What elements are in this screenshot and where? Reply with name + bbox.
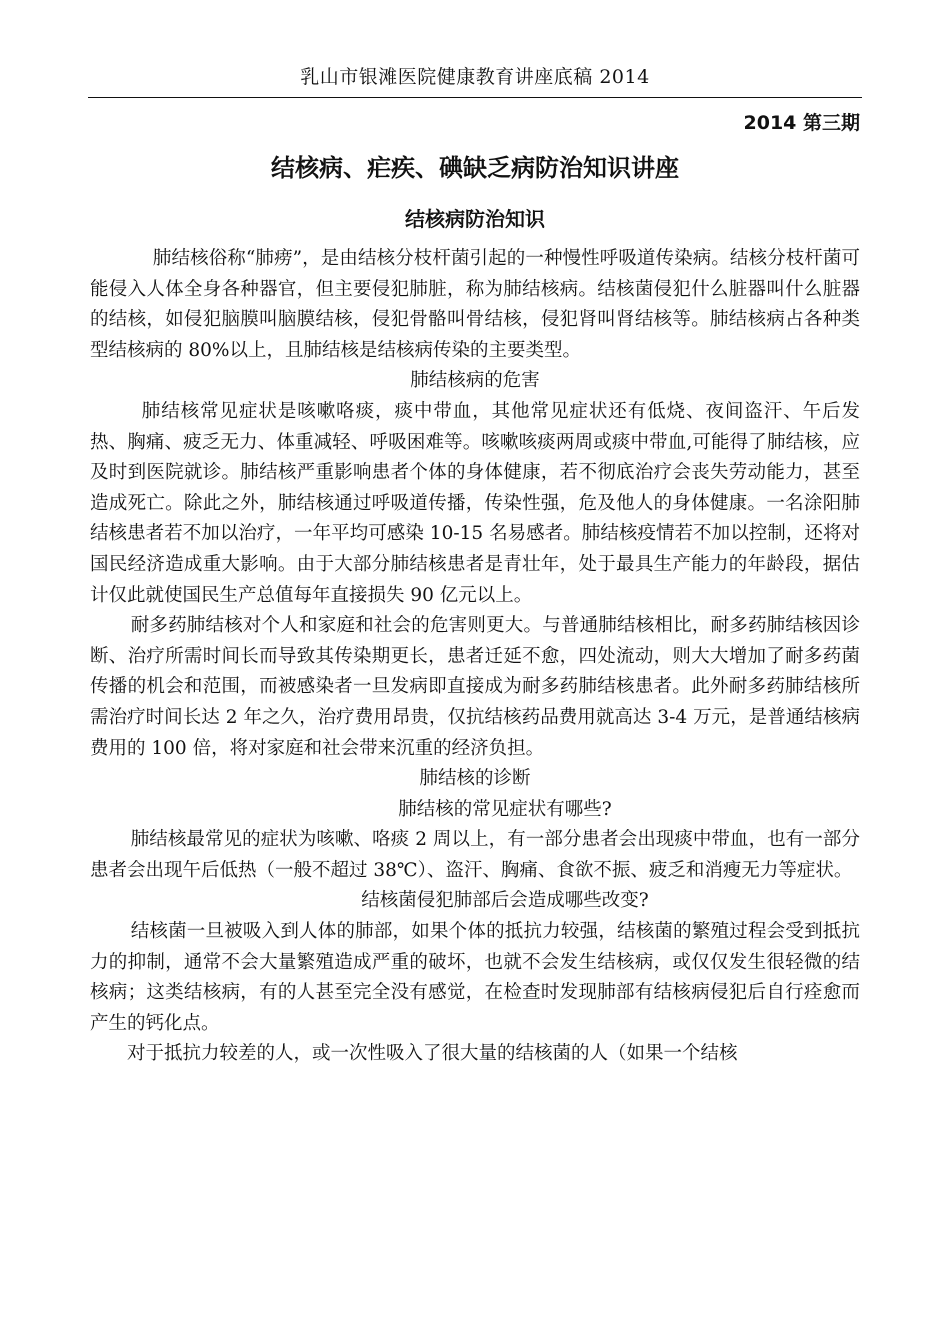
paragraph: 耐多药肺结核对个人和家庭和社会的危害则更大。与普通肺结核相比，耐多药肺结核因诊断、治疗所需时间长而导致其传染期更长，患者迁延不愈，四处流动，则大大增加了耐多药菌传播的机会和范围，而被感染者一旦发病即直接成为耐多药肺结核患者。此外耐多药肺结核所需治疗时间长达 2 年之久，治疗费用昂贵，仅抗结核药品费用就高达 3-4 万元，是普通结核病费用的 100 倍，将对家庭和社会带来沉重的经济负担。 <box>90 615 860 759</box>
subheading-symptoms: 肺结核的常见症状有哪些? <box>398 798 612 820</box>
document-title: 结核病、疟疾、碘缺乏病防治知识讲座 <box>271 154 679 182</box>
paragraph: 肺结核俗称“肺痨”，是由结核分枝杆菌引起的一种慢性呼吸道传染病。结核分枝杆菌可能侵入人体全身各种器官，但主要侵犯肺脏，称为肺结核病。结核菌侵犯什么脏器叫什么脏器的结核，如侵犯脑膜叫脑膜结核，侵犯骨骼叫骨结核，侵犯肾叫肾结核等。肺结核病占各种类型结核病的 80%以上，且肺结核是结核病传染的主要类型。 <box>90 248 860 361</box>
subheading-harm: 肺结核病的危害 <box>410 370 540 392</box>
section-title: 结核病防治知识 <box>405 207 545 231</box>
running-header: 乳山市银滩医院健康教育讲座底稿 2014 <box>300 66 650 88</box>
subheading-diagnosis: 肺结核的诊断 <box>419 768 531 790</box>
paragraph: 对于抵抗力较差的人，或一次性吸入了很大量的结核菌的人（如果一个结核 <box>127 1043 738 1065</box>
issue-number: 2014 第三期 <box>743 112 860 134</box>
paragraph: 结核菌一旦被吸入到人体的肺部，如果个体的抵抗力较强，结核菌的繁殖过程会受到抵抗力的抑制，通常不会大量繁殖造成严重的破坏，也就不会发生结核病，或仅仅发生很轻微的结核病；这类结核病，有的人甚至完全没有感觉，在检查时发现肺部有结核病侵犯后自行痊愈而产生的钙化点。 <box>90 921 860 1034</box>
paragraph: 肺结核最常见的症状为咳嗽、咯痰 2 周以上，有一部分患者会出现痰中带血，也有一部分患者会出现午后低热（一般不超过 38℃）、盗汗、胸痛、食欲不振、疲乏和消瘦无力等症状。 <box>90 829 860 881</box>
subheading-lung-changes: 结核菌侵犯肺部后会造成哪些改变? <box>361 890 649 912</box>
document-body <box>90 244 860 1070</box>
header-divider <box>88 97 862 98</box>
paragraph: 肺结核常见症状是咳嗽咯痰，痰中带血，其他常见症状还有低烧、夜间盗汗、午后发热、胸痛、疲乏无力、体重减轻、呼吸困难等。咳嗽咳痰两周或痰中带血,可能得了肺结核，应及时到医院就诊。肺结核严重影响患者个体的身体健康，若不彻底治疗会丧失劳动能力，甚至造成死亡。除此之外，肺结核通过呼吸道传播，传染性强，危及他人的身体健康。一名涂阳肺结核患者若不加以治疗，一年平均可感染 10-15 名易感者。肺结核疫情若不加以控制，还将对国民经济造成重大影响。由于大部分肺结核患者是青壮年，处于最具生产能力的年龄段，据估计仅此就使国民生产总值每年直接损失 90 亿元以上。 <box>90 400 860 606</box>
